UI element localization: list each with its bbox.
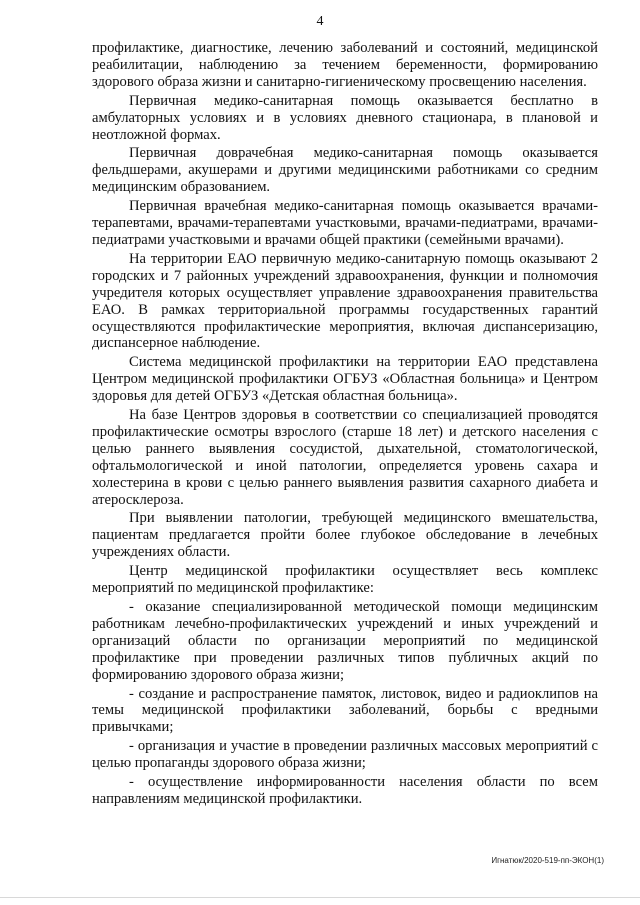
footer-reference: Игнатюк/2020-519-пп-ЭКОН(1) bbox=[491, 856, 604, 865]
list-item: - создание и распространение памяток, листовок, видео и радиоклипов на темы медицинской профилактики заболеваний, борьбы с вредными привычками; bbox=[92, 685, 598, 736]
paragraph: Первичная врачебная медико-санитарная помощь оказывается врачами-терапевтами, врачами-терапевтами участковыми, врачами-педиатрами, врачами-педиатрами участковыми и врачами общей практики (семейными врачами). bbox=[92, 198, 598, 248]
paragraph: Система медицинской профилактики на территории ЕАО представлена Центром медицинской профилактики ОГБУЗ «Областная больница» и Центром здоровья для детей ОГБУЗ «Детская областная больница». bbox=[92, 354, 598, 405]
list-item: - осуществление информированности населения области по всем направлениям медицинской профилактики. bbox=[92, 774, 598, 807]
body-text bbox=[92, 40, 598, 810]
paragraph-continuation: профилактике, диагностике, лечению заболеваний и состояний, медицинской реабилитации, наблюдению за течением беременности, формированию здорового образа жизни и санитарно-гигиеническому просвещению населения. bbox=[92, 40, 598, 90]
paragraph: Первичная доврачебная медико-санитарная помощь оказывается фельдшерами, акушерами и другими медицинскими работниками со средним медицинским образованием. bbox=[92, 145, 598, 196]
bottom-divider bbox=[0, 897, 640, 898]
list-item: - организация и участие в проведении различных массовых мероприятий с целью пропаганды здорового образа жизни; bbox=[92, 738, 598, 772]
paragraph: Центр медицинской профилактики осуществляет весь комплекс мероприятий по медицинской профилактике: bbox=[92, 563, 598, 597]
page-number: 4 bbox=[316, 14, 324, 29]
paragraph: При выявлении патологии, требующей медицинского вмешательства, пациентам предлагается пройти более глубокое обследование в лечебных учреждениях области. bbox=[92, 510, 598, 561]
list-item: - оказание специализированной методической помощи медицинским работникам лечебно-профилактических учреждений и иных учреждений и организаций области по организации мероприятий по медицинской профилактике при проведении различных типов публичных акций по формированию здорового образа жизни; bbox=[92, 599, 598, 683]
paragraph: На базе Центров здоровья в соответствии со специализацией проводятся профилактические осмотры взрослого (старше 18 лет) и детского населения с целью раннего выявления сосудистой, дыхательной, стоматологической, офтальмологической и иной патологии, определяется уровень сахара и холестерина в крови с целью раннего выявления развития сахарного диабета и атеросклероза. bbox=[92, 407, 598, 508]
paragraph: На территории ЕАО первичную медико-санитарную помощь оказывают 2 городских и 7 районных учреждений здравоохранения, функции и полномочия учредителя которых осуществляет управление здравоохранения правительства ЕАО. В рамках территориальной программы государственных гарантий осуществляются профилактические мероприятия, включая диспансеризацию, диспансерное наблюдение. bbox=[92, 250, 598, 352]
paragraph: Первичная медико-санитарная помощь оказывается бесплатно в амбулаторных условиях и в условиях дневного стационара, в плановой и неотложной формах. bbox=[92, 92, 598, 143]
